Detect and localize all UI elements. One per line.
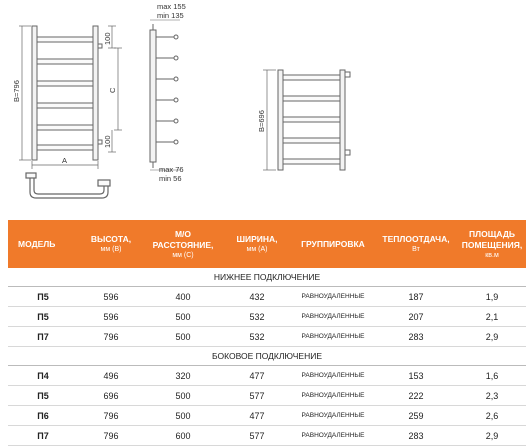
cell-heat: 283 xyxy=(374,426,458,446)
cell-height: 596 xyxy=(78,287,144,307)
col-header-height: ВЫСОТА, мм (В) xyxy=(78,220,144,268)
cell-area: 1,9 xyxy=(458,287,526,307)
dim-height-right: B=696 xyxy=(257,110,266,132)
cell-heat: 207 xyxy=(374,307,458,327)
section-title: БОКОВОЕ ПОДКЛЮЧЕНИЕ xyxy=(8,347,526,366)
section-row-bottom xyxy=(8,268,526,287)
cell-heat: 222 xyxy=(374,386,458,406)
cell-model: П5 xyxy=(8,307,78,327)
cell-heat: 259 xyxy=(374,406,458,426)
cell-distance: 400 xyxy=(144,287,222,307)
cell-area: 2,6 xyxy=(458,406,526,426)
col-header-group: ГРУППИРОВКА xyxy=(292,220,374,268)
top-view xyxy=(26,173,110,198)
cell-area: 2,9 xyxy=(458,327,526,347)
table-header-row xyxy=(8,220,526,268)
cell-distance: 320 xyxy=(144,366,222,386)
table-row xyxy=(8,386,526,406)
cell-heat: 153 xyxy=(374,366,458,386)
cell-height: 696 xyxy=(78,386,144,406)
technical-drawings xyxy=(0,0,530,215)
cell-width: 477 xyxy=(222,406,292,426)
cell-height: 496 xyxy=(78,366,144,386)
col-header-distance: М/О РАССТОЯНИЕ, мм (С) xyxy=(144,220,222,268)
cell-distance: 500 xyxy=(144,406,222,426)
cell-width: 432 xyxy=(222,287,292,307)
col-header-heat: ТЕПЛООТДАЧА, Вт xyxy=(374,220,458,268)
table-row xyxy=(8,327,526,347)
cell-distance: 600 xyxy=(144,426,222,446)
col-header-area: ПЛОЩАДЬ ПОМЕЩЕНИЯ, кв.м xyxy=(458,220,526,268)
dim-min-bottom: min 56 xyxy=(159,174,182,183)
cell-height: 796 xyxy=(78,406,144,426)
cell-area: 2,3 xyxy=(458,386,526,406)
dim-c: C xyxy=(108,87,117,93)
side-view xyxy=(150,24,178,168)
col-header-model: МОДЕЛЬ xyxy=(8,220,78,268)
dim-min-top: min 135 xyxy=(157,11,184,20)
cell-height: 596 xyxy=(78,307,144,327)
cell-heat: 187 xyxy=(374,287,458,307)
col-header-width: ШИРИНА, мм (А) xyxy=(222,220,292,268)
cell-model: П7 xyxy=(8,327,78,347)
table-row xyxy=(8,287,526,307)
cell-width: 532 xyxy=(222,307,292,327)
cell-height: 796 xyxy=(78,426,144,446)
dim-max-bottom: max 76 xyxy=(159,165,184,174)
cell-area: 2,1 xyxy=(458,307,526,327)
cell-distance: 500 xyxy=(144,307,222,327)
table-row xyxy=(8,307,526,327)
table-row xyxy=(8,426,526,446)
dim-width-a: A xyxy=(62,156,68,165)
table-row xyxy=(8,366,526,386)
dim-height-left: B=796 xyxy=(12,80,21,102)
spec-table xyxy=(8,220,526,446)
cell-model: П7 xyxy=(8,426,78,446)
cell-width: 477 xyxy=(222,366,292,386)
dim-bottom-100: 100 xyxy=(103,135,112,148)
cell-distance: 500 xyxy=(144,327,222,347)
cell-width: 577 xyxy=(222,386,292,406)
cell-group: РАВНОУДАЛЕННЫЕ xyxy=(292,426,374,446)
cell-group: РАВНОУДАЛЕННЫЕ xyxy=(292,287,374,307)
cell-width: 532 xyxy=(222,327,292,347)
cell-model: П6 xyxy=(8,406,78,426)
cell-group: РАВНОУДАЛЕННЫЕ xyxy=(292,307,374,327)
section-row-side xyxy=(8,347,526,366)
cell-heat: 283 xyxy=(374,327,458,347)
cell-distance: 500 xyxy=(144,386,222,406)
cell-group: РАВНОУДАЛЕННЫЕ xyxy=(292,366,374,386)
table-row xyxy=(8,406,526,426)
cell-model: П5 xyxy=(8,386,78,406)
cell-group: РАВНОУДАЛЕННЫЕ xyxy=(292,406,374,426)
dim-top-100: 100 xyxy=(103,32,112,45)
cell-group: РАВНОУДАЛЕННЫЕ xyxy=(292,386,374,406)
cell-height: 796 xyxy=(78,327,144,347)
cell-area: 1,6 xyxy=(458,366,526,386)
cell-model: П5 xyxy=(8,287,78,307)
cell-width: 577 xyxy=(222,426,292,446)
front-view-bottom-connection xyxy=(32,26,102,160)
cell-model: П4 xyxy=(8,366,78,386)
front-view-side-connection xyxy=(278,70,350,170)
section-title: НИЖНЕЕ ПОДКЛЮЧЕНИЕ xyxy=(8,268,526,287)
dim-max-top: max 155 xyxy=(157,2,186,11)
cell-group: РАВНОУДАЛЕННЫЕ xyxy=(292,327,374,347)
cell-area: 2,9 xyxy=(458,426,526,446)
